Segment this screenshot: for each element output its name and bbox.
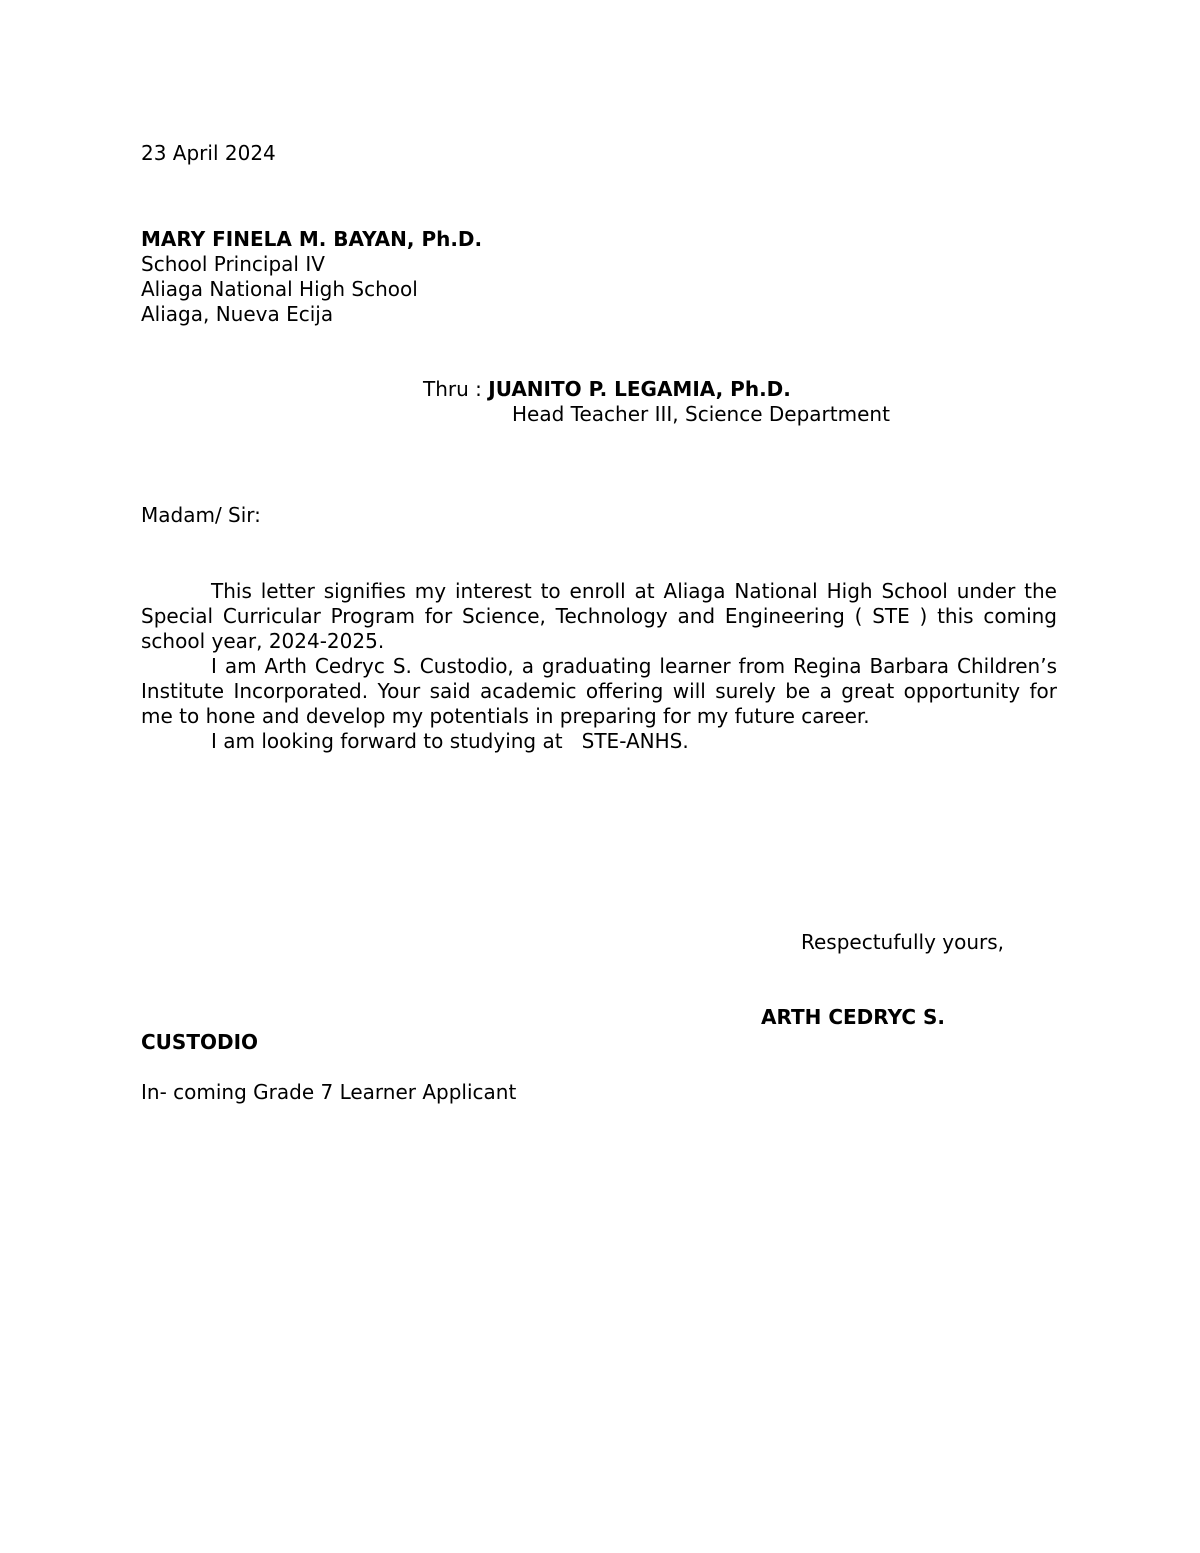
body-paragraph-3: I am looking forward to studying at STE-ANHS.: [211, 729, 689, 753]
thru-line: [423, 377, 791, 402]
signatory-name-line2: CUSTODIO: [141, 1030, 259, 1054]
recipient-school: Aliaga National High School: [141, 277, 418, 301]
closing: Respectufully yours,: [801, 930, 1005, 954]
recipient-name: MARY FINELA M. BAYAN, Ph.D.: [141, 227, 483, 251]
signatory-name-line1: ARTH CEDRYC S.: [761, 1005, 945, 1029]
thru-name: JUANITO P. LEGAMIA, Ph.D.: [488, 377, 791, 401]
letter-date: 23 April 2024: [141, 141, 276, 165]
signatory-designation: In- coming Grade 7 Learner Applicant: [141, 1080, 517, 1104]
thru-label: Thru :: [423, 377, 489, 401]
thru-title: Head Teacher III, Science Department: [512, 402, 890, 426]
body-paragraph-2: I am Arth Cedryc S. Custodio, a graduating learner from Regina Barbara Children’s Institute Incorporated. Your said academic offering will surely be a great opportunity for me to hone and develop my potentials in preparing for my future career.: [141, 654, 1057, 728]
recipient-title: School Principal IV: [141, 252, 325, 276]
body-paragraph-1: This letter signifies my interest to enroll at Aliaga National High School under the Special Curricular Program for Science, Technology and Engineering ( STE ) this coming school year, 2024-2025.: [141, 579, 1057, 653]
salutation: Madam/ Sir:: [141, 503, 261, 527]
recipient-address: Aliaga, Nueva Ecija: [141, 302, 334, 326]
letter-body: [141, 579, 1057, 754]
